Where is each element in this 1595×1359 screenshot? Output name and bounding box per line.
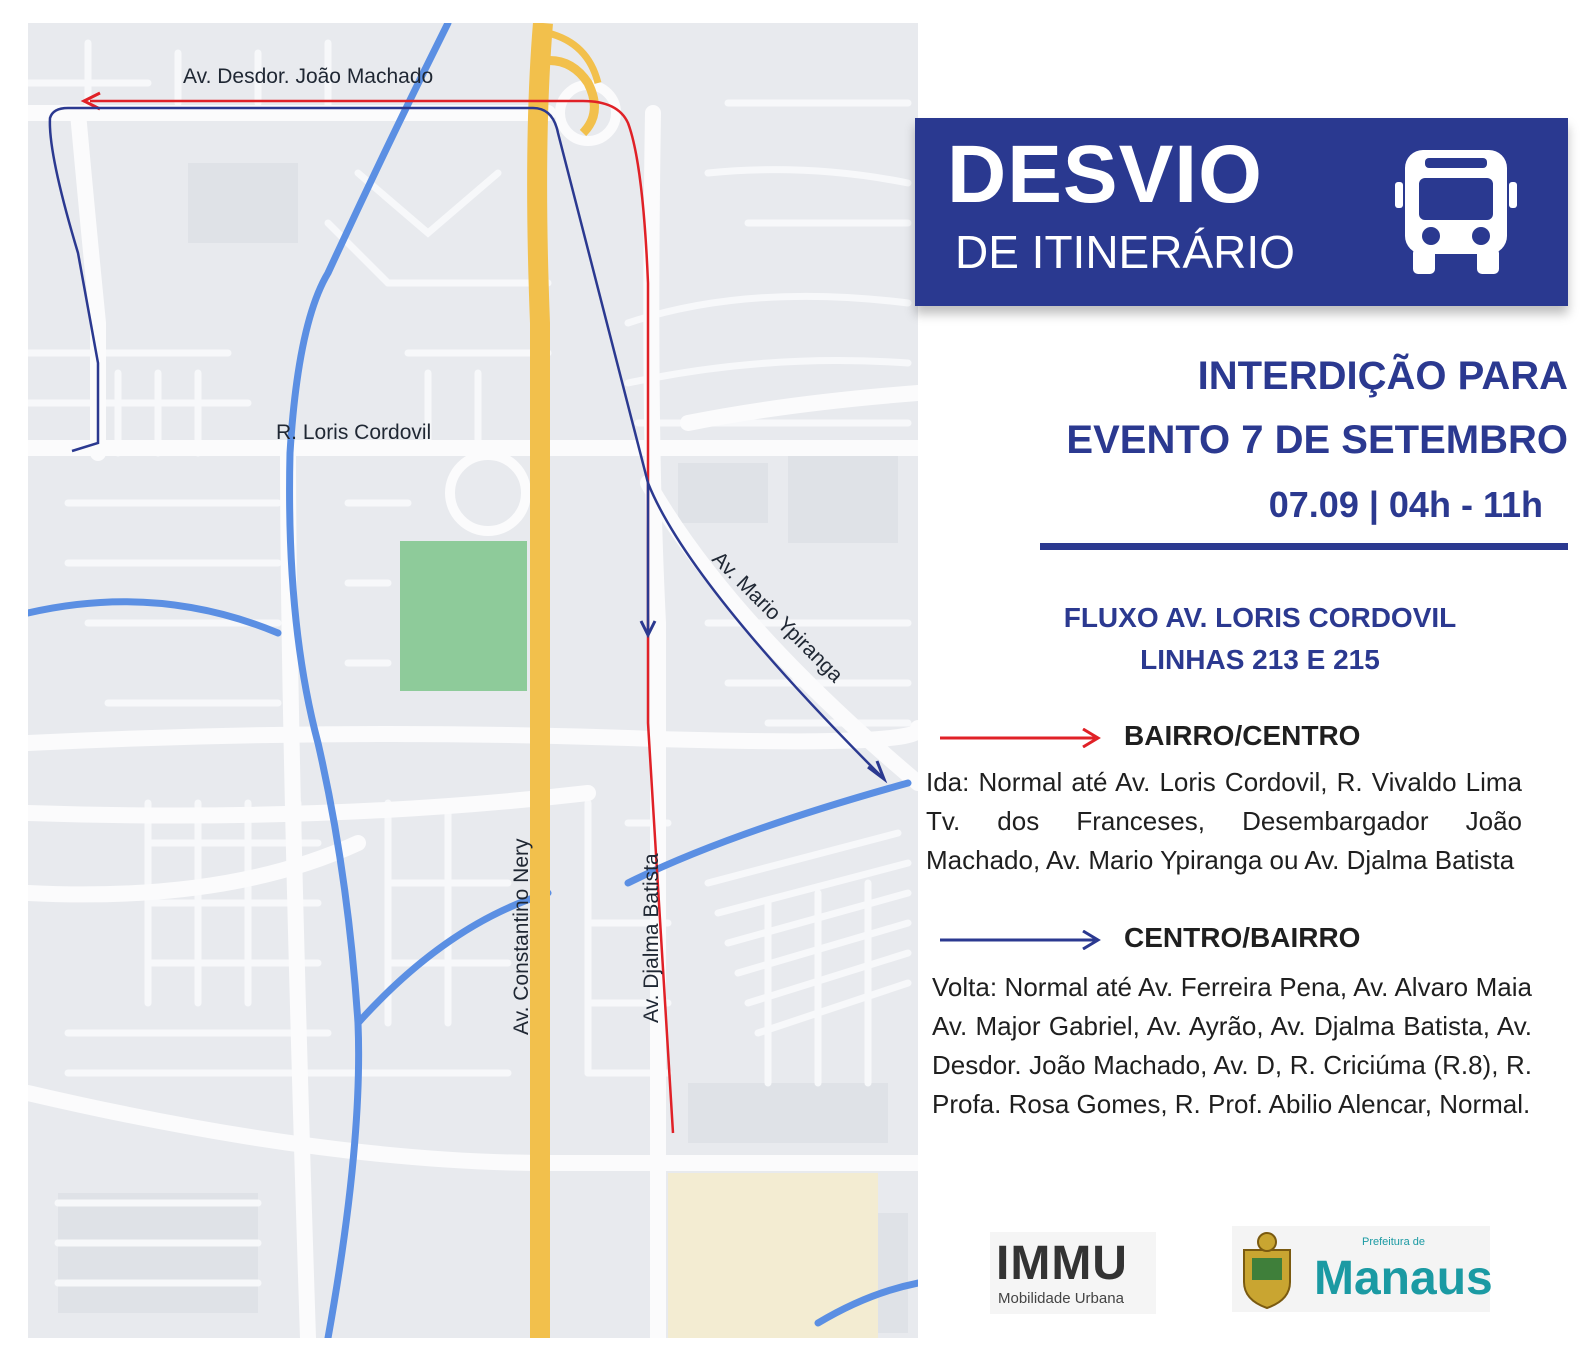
flow-title-line2: LINHAS 213 E 215 bbox=[1140, 644, 1380, 675]
yellow-lot bbox=[668, 1173, 878, 1338]
label-djalma-batista: Av. Djalma Batista bbox=[640, 853, 663, 1023]
banner-subtitle: DE ITINERÁRIO bbox=[955, 226, 1295, 278]
bus-icon bbox=[1395, 144, 1517, 280]
route-text-bairro-centro: Ida: Normal até Av. Loris Cordovil, R. Vivaldo Lima Tv. dos Franceses, Desembargador João Machado, Av. Mario Ypiranga ou Av. Djalma Batista bbox=[926, 767, 1522, 875]
label-joao-machado: Av. Desdor. João Machado bbox=[183, 65, 434, 88]
divider bbox=[1040, 543, 1568, 550]
manaus-logo bbox=[1232, 1226, 1493, 1312]
park bbox=[400, 541, 527, 691]
label-constantino-nery: Av. Constantino Nery bbox=[510, 838, 533, 1035]
banner-title: DESVIO bbox=[947, 129, 1263, 220]
manaus-prefix: Prefeitura de bbox=[1362, 1236, 1425, 1248]
route-text-centro-bairro: Volta: Normal até Av. Ferreira Pena, Av. Alvaro Maia Av. Major Gabriel, Av. Ayrão, Av. Djalma Batista, Av. Desdor. João Machado, Av. D, R. Criciúma (R.8), R. Profa. Rosa Gomes, R. Prof. Abilio Alencar, Normal. bbox=[932, 972, 1532, 1119]
event-time: 07.09 | 04h - 11h bbox=[1268, 484, 1543, 525]
immu-name: IMMU bbox=[996, 1237, 1128, 1290]
detour-banner bbox=[915, 118, 1568, 306]
route-map bbox=[28, 23, 918, 1338]
arrow-right-icon bbox=[940, 930, 1102, 950]
route-label-bairro-centro: BAIRRO/CENTRO bbox=[1124, 720, 1361, 751]
manaus-name: Manaus bbox=[1314, 1252, 1493, 1305]
arrow-right-icon bbox=[940, 728, 1102, 748]
label-loris-cordovil: R. Loris Cordovil bbox=[276, 421, 432, 444]
event-heading-line1: INTERDIÇÃO PARA bbox=[1197, 354, 1568, 398]
immu-tagline: Mobilidade Urbana bbox=[998, 1290, 1124, 1307]
route-label-centro-bairro: CENTRO/BAIRRO bbox=[1124, 922, 1361, 953]
event-heading-line2: EVENTO 7 DE SETEMBRO bbox=[1066, 418, 1568, 462]
coat-of-arms-icon bbox=[1236, 1230, 1298, 1310]
label-mario-ypiranga: Av. Mario Ypiranga bbox=[707, 547, 848, 688]
immu-logo bbox=[990, 1232, 1156, 1314]
flow-title bbox=[1040, 597, 1480, 681]
flow-title-line1: FLUXO AV. LORIS CORDOVIL bbox=[1063, 602, 1457, 633]
